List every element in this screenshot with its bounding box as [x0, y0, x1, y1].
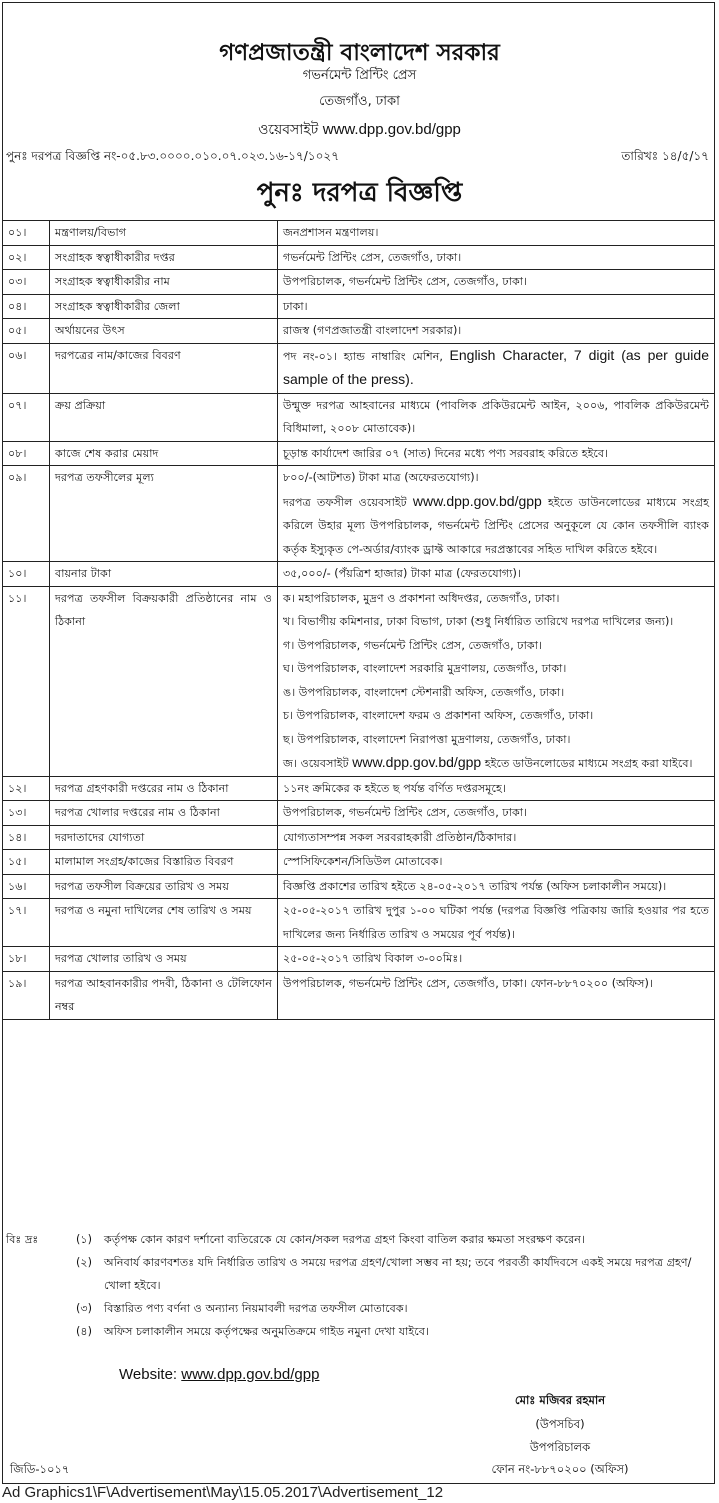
row-label: বায়নার টাকা: [50, 562, 278, 587]
row-number: ১৪।: [3, 825, 50, 850]
row-number: ০৮।: [3, 441, 50, 466]
row-label: কাজে শেষ করার মেয়াদ: [50, 441, 278, 466]
row-number: ১৩।: [3, 801, 50, 826]
row-number: ১১।: [3, 586, 50, 776]
row-label: দরপত্র খোলার দপ্তরের নাম ও ঠিকানা: [50, 801, 278, 826]
row-value: বিজ্ঞপ্তি প্রকাশের তারিখ হইতে ২৪-০৫-২০১৭ তারিখ পর্যন্ত (অফিস চলাকালীন সময়ে)।: [278, 874, 715, 899]
note-item: [6, 1320, 706, 1343]
note-text: অফিস চলাকালীন সময়ে কর্তৃপক্ষের অনুমতিক্রমে গাইড নমুনা দেখা যাইবে।: [104, 1325, 429, 1338]
row-value: ১১নং ক্রমিকের ক হইতে ছ পর্যন্ত বর্ণিত দপ্তরসমূহে।: [278, 776, 715, 801]
table-row: [3, 874, 715, 899]
office-location: তেজগাঁও, ঢাকা: [319, 94, 400, 109]
signatory-phone: ফোন নং-৮৮৭০২০০ (অফিস): [491, 1462, 629, 1476]
table-row: [3, 466, 715, 562]
row-number: ০৫।: [3, 319, 50, 344]
website-link[interactable]: www.dpp.gov.bd/gpp: [322, 121, 461, 138]
note-text: বিস্তারিত পণ্য বর্ণনা ও অন্যান্য নিয়মাবলী দরপত্র তফসীল মোতাবেক।: [104, 1302, 408, 1315]
list-item: ঙ। উপপরিচালক, বাংলাদেশ স্টেশনারী অফিস, তেজগাঁও, ঢাকা।: [283, 685, 565, 699]
row-number: ০৬।: [3, 343, 50, 393]
table-row: [3, 294, 715, 319]
website-link[interactable]: www.dpp.gov.bd/gpp: [181, 1366, 320, 1383]
row-label: সংগ্রাহক স্বত্বাধীকারীর জেলা: [50, 294, 278, 319]
row-label: দরপত্র আহবানকারীর পদবী, ঠিকানা ও টেলিফোন নম্বর: [50, 971, 278, 1019]
row-number: ১৫।: [3, 850, 50, 875]
row-value: উন্মুক্ত দরপত্র আহবানের মাধ্যমে (পাবলিক প্রকিউরমেন্ট আইন, ২০০৬, পাবলিক প্রকিউরমেন্ট বিধিমালা, ২০০৮ মোতাবেক)।: [278, 393, 715, 441]
row-value: ২৫-০৫-২০১৭ তারিখ দুপুর ১-০০ ঘটিকা পর্যন্ত (দরপত্র বিজ্ঞপ্তি পত্রিকায় জারি হওয়ার পর হতে দাখিলের জন্য নির্ধারিত তারিখ ও সময়ের পূর্ব পর্যন্ত)।: [278, 899, 715, 947]
row-number: ০৩।: [3, 270, 50, 295]
row-label: দরপত্র তফসীল বিক্রয়ের তারিখ ও সময়: [50, 874, 278, 899]
table-row: [3, 947, 715, 972]
note-item: [6, 1297, 706, 1320]
signatory-name: মোঃ মজিবর রহমান: [514, 1393, 606, 1407]
row-value: জনপ্রশাসন মন্ত্রণালয়।: [278, 221, 715, 246]
table-row: [3, 825, 715, 850]
price-text: ৮০০/-(আটশত) টাকা মাত্র (অফেরতযোগ্য)।: [283, 471, 479, 484]
row-value: স্পেসিফিকেশন/সিডিউল মোতাবেক।: [278, 850, 715, 875]
note-number: (৪): [76, 1325, 92, 1338]
row-value: [278, 343, 715, 393]
website-link[interactable]: www.dpp.gov.bd/gpp: [352, 754, 482, 770]
website-label: Website:: [119, 1366, 178, 1383]
table-row: [3, 562, 715, 587]
note-text: কর্তৃপক্ষ কোন কারণ দর্শানো ব্যতিরেকে যে কোন/সকল দরপত্র গ্রহণ কিংবা বাতিল করার ক্ষমতা সংরক্ষণ করেন।: [104, 1233, 585, 1246]
note-item: [6, 1251, 706, 1297]
gd-number: জিডি-১০১৭: [10, 1462, 70, 1476]
list-item-rest: হইতে ডাউনলোডের মাধ্যমে সংগ্রহ করা যাইবে।: [484, 757, 693, 770]
row-label: ক্রয় প্রক্রিয়া: [50, 393, 278, 441]
row-number: ১৮।: [3, 947, 50, 972]
website-link[interactable]: www.dpp.gov.bd/gpp: [412, 492, 542, 509]
row-label: দরপত্র ও নমুনা দাখিলের শেষ তারিখ ও সময়: [50, 899, 278, 947]
row-label: মালামাল সংগ্রহ/কাজের বিস্তারিত বিবরণ: [50, 850, 278, 875]
row-value: গভর্নমেন্ট প্রিন্টিং প্রেস, তেজগাঁও, ঢাকা।: [278, 245, 715, 270]
government-title: গণপ্রজাতন্ত্রী বাংলাদেশ সরকার: [219, 40, 500, 66]
list-item: ক। মহাপরিচালক, মুদ্রণ ও প্রকাশনা অধিদপ্তর, তেজগাঁও, ঢাকা।: [283, 591, 560, 605]
row-value: চূড়ান্ত কার্যাদেশ জারির ০৭ (সাত) দিনের মধ্যে পণ্য সরবরাহ করিতে হইবে।: [278, 441, 715, 466]
notes-website: [119, 1366, 319, 1383]
note-text: অনিবার্য কারণবশতঃ যদি নির্ধারিত তারিখ ও সময়ে দরপত্র গ্রহণ/খোলা সম্ভব না হয়; তবে পরবর্তী কার্যদিবসে একই সময়ে দরপত্র গ্রহণ/খোলা হইবে।: [104, 1256, 692, 1292]
header-website: [0, 118, 719, 142]
row-value: [278, 586, 715, 776]
row-number: ১৭।: [3, 899, 50, 947]
table-row: [3, 899, 715, 947]
notice-title: পুনঃ দরপত্র বিজ্ঞপ্তি: [256, 178, 463, 208]
row-label: দরপত্র খোলার তারিখ ও সময়: [50, 947, 278, 972]
row-number: ১৯।: [3, 971, 50, 1019]
item-text-english: English Character, 7 digit (as per guide sample of the press).: [283, 346, 709, 387]
table-row: [3, 441, 715, 466]
row-label: সংগ্রাহক স্বত্বাধীকারীর দপ্তর: [50, 245, 278, 270]
table-row: [3, 850, 715, 875]
row-label: মন্ত্রণালয়/বিভাগ: [50, 221, 278, 246]
row-value: রাজস্ব (গণপ্রজাতন্ত্রী বাংলাদেশ সরকার)।: [278, 319, 715, 344]
signatory-rank: (উপসচিব): [535, 1417, 585, 1431]
list-item: ঘ। উপপরিচালক, বাংলাদেশ সরকারি মুদ্রণালয়, তেজগাঁও, ঢাকা।: [283, 662, 567, 675]
table-row: [3, 245, 715, 270]
note-number: (১): [76, 1233, 92, 1246]
table-row: [3, 393, 715, 441]
row-number: ১০।: [3, 562, 50, 587]
row-label: দরপত্রের নাম/কাজের বিবরণ: [50, 343, 278, 393]
list-item: ছ। উপপরিচালক, বাংলাদেশ নিরাপত্তা মুদ্রণালয়, তেজগাঁও, ঢাকা।: [283, 732, 571, 746]
notes-section: [6, 1228, 706, 1343]
row-number: ০৪।: [3, 294, 50, 319]
footer-file-path: Ad Graphics1\F\Advertisement\May\15.05.2017\Advertisement_12: [2, 1484, 444, 1501]
row-value: ঢাকা।: [278, 294, 715, 319]
row-number: ০২।: [3, 245, 50, 270]
list-item: গ। উপপরিচালক, গভর্নমেন্ট প্রিন্টিং প্রেস, তেজগাঁও, ঢাকা।: [283, 638, 542, 652]
table-row: [3, 776, 715, 801]
row-value: [278, 466, 715, 562]
download-text-rest: হইতে ডাউনলোডের মাধ্যমে সংগ্রহ করিলে উহার মূল্য উপপরিচালক, গভর্নমেন্ট প্রিন্টিং প্রেসের অনুকূলে যে কোন তফসীলি ব্যাংক কর্তৃক ইস্যুকৃত পে-অর্ডার/ব্যাংক ড্রাফ্ট আকারে দরপ্রস্তাবের সহিত দাখিল করিতে হইবে।: [283, 495, 709, 556]
signatory-title: উপপরিচালক: [529, 1440, 591, 1454]
row-number: ০৭।: [3, 393, 50, 441]
row-value: যোগ্যতাসম্পন্ন সকল সরবরাহকারী প্রতিষ্ঠান/ঠিকাদার।: [278, 825, 715, 850]
table-row: [3, 586, 715, 776]
note-number: (২): [76, 1256, 93, 1269]
list-item: খ। বিভাগীয় কমিশনার, ঢাকা বিভাগ, ঢাকা (শুধু নির্ধারিত তারিখে দরপত্র দাখিলের জন্য)।: [283, 615, 674, 628]
download-text: দরপত্র তফসীল ওয়েবসাইট: [283, 495, 407, 509]
website-label: ওয়েবসাইট: [258, 122, 319, 138]
row-number: ০৯।: [3, 466, 50, 562]
note-item: [6, 1228, 706, 1251]
row-label: সংগ্রাহক স্বত্বাধীকারীর নাম: [50, 270, 278, 295]
office-name: গভর্নমেন্ট প্রিন্টিং প্রেস: [302, 68, 417, 83]
table-row: [3, 221, 715, 246]
row-number: ১৬।: [3, 874, 50, 899]
tender-details-table: [2, 220, 715, 1020]
row-value: উপপরিচালক, গভর্নমেন্ট প্রিন্টিং প্রেস, তেজগাঁও, ঢাকা।: [278, 801, 715, 826]
row-label: দরপত্র তফসীলের মূল্য: [50, 466, 278, 562]
row-value: উপপরিচালক, গভর্নমেন্ট প্রিন্টিং প্রেস, তেজগাঁও, ঢাকা।: [278, 270, 715, 295]
list-item-label: জ। ওয়েবসাইট: [283, 757, 349, 770]
row-value: ৩৫,০০০/- (পঁয়ত্রিশ হাজার) টাকা মাত্র (ফেরতযোগ্য)।: [278, 562, 715, 587]
item-text: পদ নং-০১। হ্যান্ড নাম্বারিং মেশিন,: [283, 349, 443, 363]
table-row: [3, 343, 715, 393]
notes-label: বিঃ দ্রঃ: [6, 1233, 39, 1246]
row-label: অর্থায়নের উৎস: [50, 319, 278, 344]
table-row: [3, 319, 715, 344]
row-value: ২৫-০৫-২০১৭ তারিখ বিকাল ৩-০০মিঃ।: [278, 947, 715, 972]
list-item: চ। উপপরিচালক, বাংলাদেশ ফরম ও প্রকাশনা অফিস, তেজগাঁও, ঢাকা।: [283, 709, 594, 722]
row-number: ০১।: [3, 221, 50, 246]
memo-number: পুনঃ দরপত্র বিজ্ঞপ্তি নং-০৫.৮৩.০০০০.০১০.০৭.০২৩.১৬-১৭/১০২৭: [6, 149, 339, 163]
list-item: [283, 751, 709, 776]
row-label: দরদাতাদের যোগ্যতা: [50, 825, 278, 850]
row-label: দরপত্র তফসীল বিক্রয়কারী প্রতিষ্ঠানের নাম ও ঠিকানা: [50, 586, 278, 776]
table-row: [3, 801, 715, 826]
note-number: (৩): [76, 1302, 93, 1315]
row-label: দরপত্র গ্রহণকারী দপ্তরের নাম ও ঠিকানা: [50, 776, 278, 801]
notice-date: তারিখঃ ১৪/৫/১৭: [621, 149, 709, 163]
table-row: [3, 971, 715, 1019]
row-number: ১২।: [3, 776, 50, 801]
row-value: উপপরিচালক, গভর্নমেন্ট প্রিন্টিং প্রেস, তেজগাঁও, ঢাকা। ফোন-৮৮৭০২০০ (অফিস)।: [278, 971, 715, 1019]
table-row: [3, 270, 715, 295]
